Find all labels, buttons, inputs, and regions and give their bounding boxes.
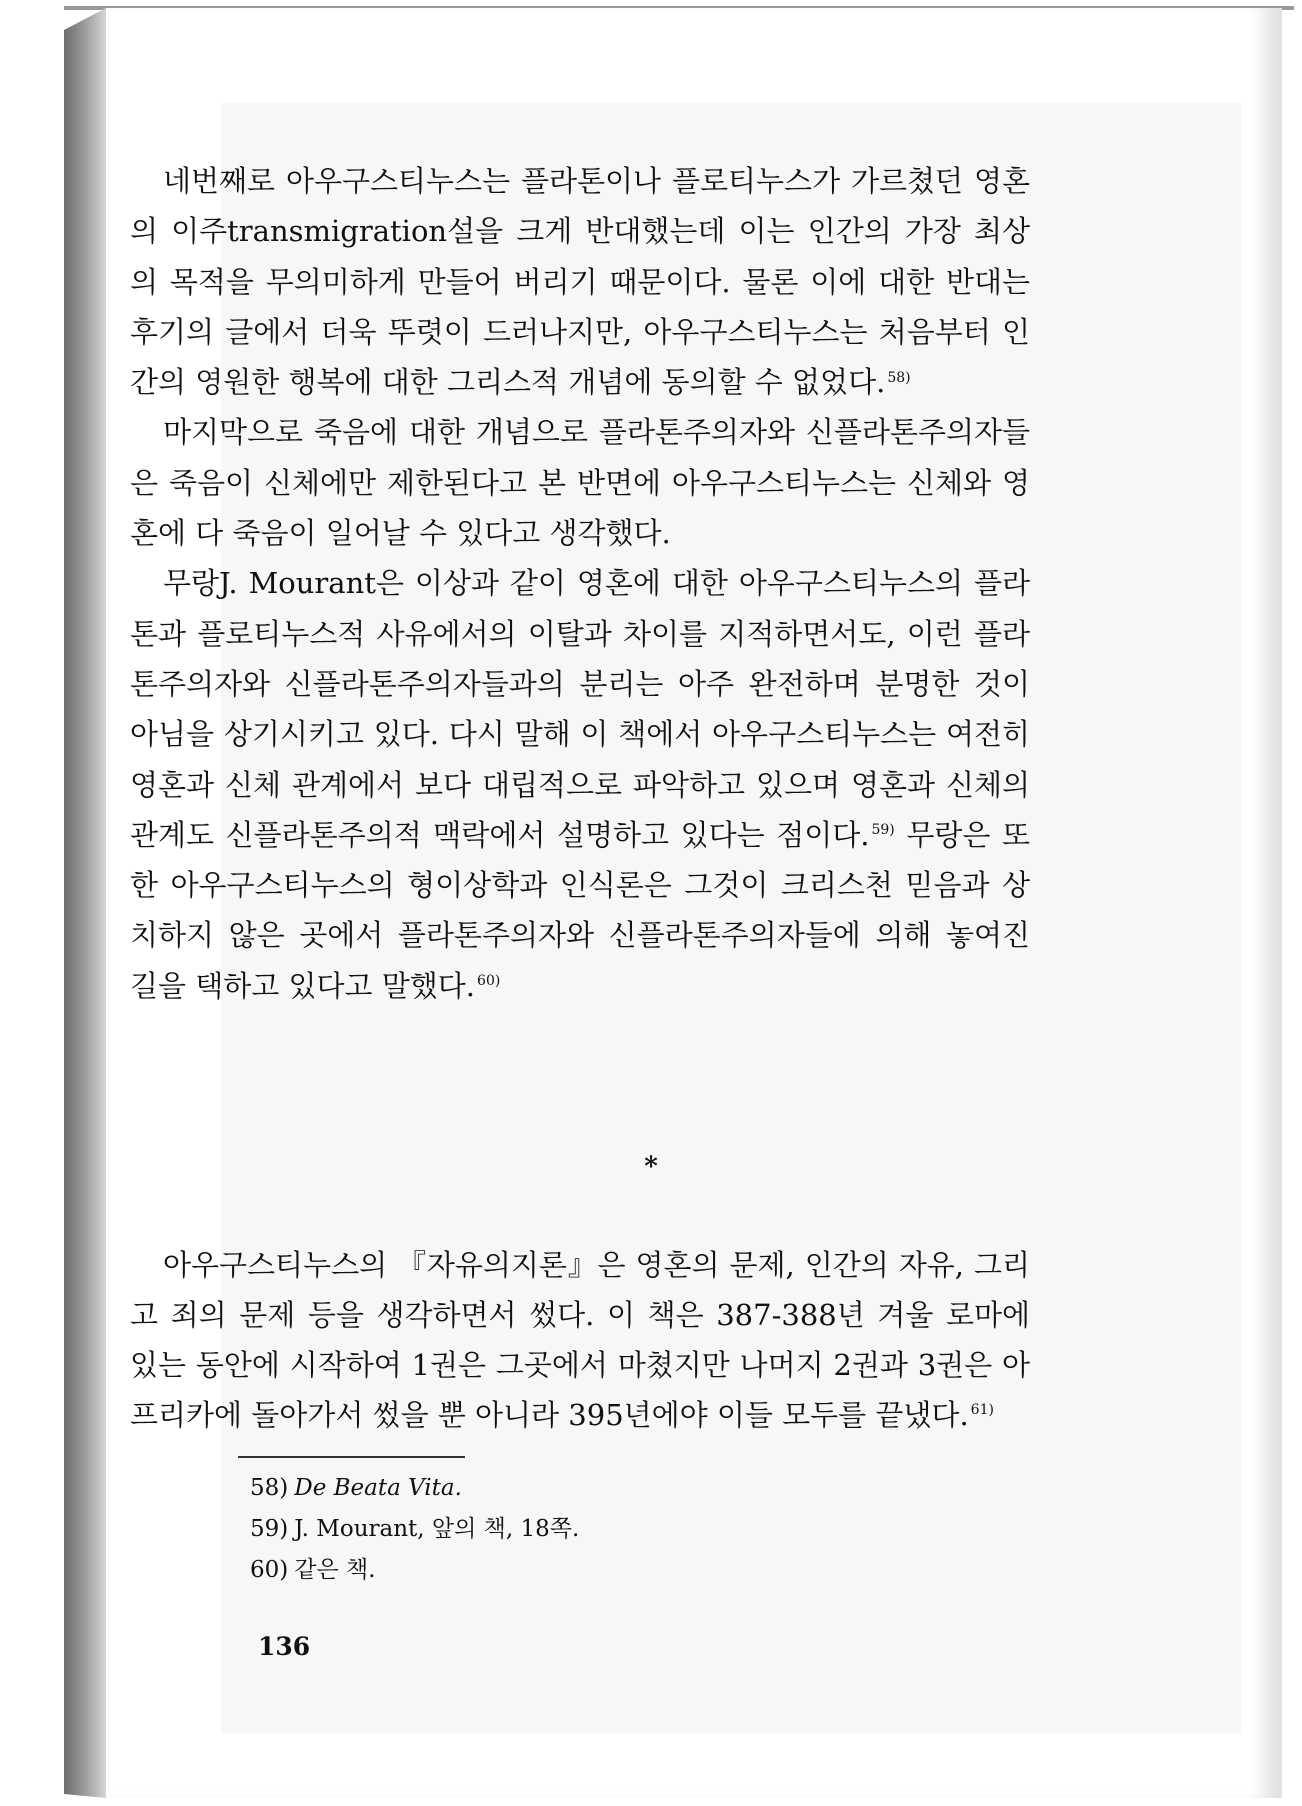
body-text-after-break — [130, 1240, 1030, 1440]
book-spine — [64, 8, 106, 1798]
footnote-ref-58[interactable]: 58) — [887, 369, 911, 386]
footnote-58 — [250, 1468, 1050, 1509]
footnotes — [250, 1468, 1050, 1591]
footnote-divider — [238, 1456, 465, 1458]
paragraph-3-text-b: 무랑은 또한 아우구스티누스의 형이상학과 인식론은 그것이 크리스천 믿음과 상치하지 않은 곳에서 플라톤주의자와 신플라톤주의자들에 의해 놓여진 길을 택하고 있다고 말했다. — [130, 817, 1030, 1003]
page-edge-shadow — [1252, 8, 1282, 1798]
paragraph-3-text-a: 무랑J. Mourant은 이상과 같이 영혼에 대한 아우구스티누스의 플라톤과 플로티누스적 사유에서의 이탈과 차이를 지적하면서도, 이런 플라톤주의자와 신플라톤주의자들과의 분리는 아주 완전하며 분명한 것이 아님을 상기시키고 있다. 다시 말해 이 책에서 아우구스티누스는 여전히 영혼과 신체 관계에서 보다 대립적으로 파악하고 있으며 영혼과 신체의 관계도 신플라톤주의적 맥락에서 설명하고 있다는 점이다. — [130, 566, 1030, 852]
body-text — [130, 156, 1030, 1011]
footnote-59 — [250, 1509, 1050, 1550]
section-break-asterisk: * — [644, 1152, 658, 1182]
footnote-ref-60[interactable]: 60) — [477, 973, 501, 990]
footnote-text: De Beata Vita. — [294, 1475, 462, 1501]
paragraph-4-text: 아우구스티누스의 『자유의지론』은 영혼의 문제, 인간의 자유, 그리고 죄의 문제 등을 생각하면서 썼다. 이 책은 387-388년 겨울 로마에 있는 동안에 시작하여 1권은 그곳에서 마쳤지만 나머지 2권과 3권은 아프리카에 돌아가서 썼을 뿐 아니라 395년에야 이들 모두를 끝냈다. — [130, 1248, 1030, 1432]
paragraph-2-text: 마지막으로 죽음에 대한 개념으로 플라톤주의자와 신플라톤주의자들은 죽음이 신체에만 제한된다고 본 반면에 아우구스티누스는 신체와 영혼에 다 죽음이 일어날 수 있다고 생각했다. — [130, 415, 1030, 551]
footnote-text: J. Mourant, 앞의 책, 18쪽. — [294, 1516, 580, 1542]
page-number: 136 — [258, 1632, 311, 1661]
footnote-number: 60) — [250, 1557, 289, 1583]
footnote-60 — [250, 1550, 1050, 1591]
paragraph-1 — [130, 156, 1030, 407]
footnote-ref-61[interactable]: 61) — [970, 1402, 994, 1419]
footnote-number: 59) — [250, 1516, 289, 1542]
paragraph-4 — [130, 1240, 1030, 1440]
paragraph-1-text: 네번째로 아우구스티누스는 플라톤이나 플로티누스가 가르쳤던 영혼의 이주transmigration설을 크게 반대했는데 이는 인간의 가장 최상의 목적을 무의미하게 만들어 버리기 때문이다. 물론 이에 대한 반대는 후기의 글에서 더욱 뚜렷이 드러나지만, 아우구스티누스는 처음부터 인간의 영원한 행복에 대한 그리스적 개념에 동의할 수 없었다. — [130, 164, 1030, 400]
footnote-ref-59[interactable]: 59) — [871, 822, 895, 839]
paragraph-3 — [130, 558, 1030, 1011]
paragraph-2 — [130, 407, 1030, 558]
footnote-text: 같은 책. — [294, 1557, 376, 1583]
footnote-number: 58) — [250, 1475, 289, 1501]
